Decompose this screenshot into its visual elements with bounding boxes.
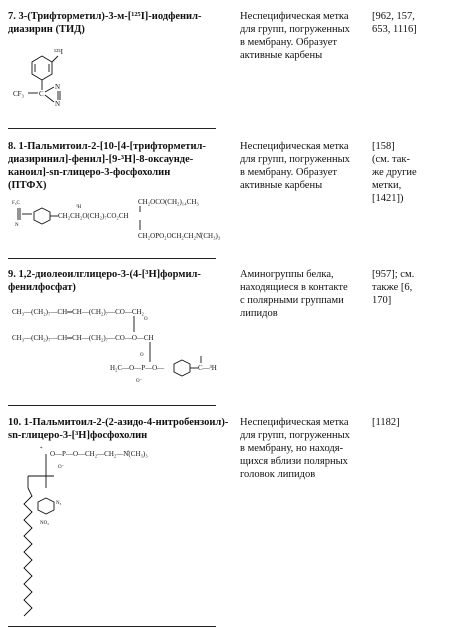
carbon-label: C	[39, 90, 44, 98]
cf3-label: CF₃	[13, 90, 25, 98]
compound-description: Неспецифическая метка для групп, погруженных в мембрану. Образует активные карбены	[240, 11, 350, 61]
nitro-label: NO₂	[40, 521, 49, 526]
structure-7	[10, 44, 100, 120]
oxygen2-label: O	[140, 353, 144, 358]
compound-name: 8. 1-Пальмитоил-2-[10-[4-[трифторметил- диазиринил]-фенил]-[9-³H]-8-оксаунде- каноил]-sn-глицеро-3-фосфохолин (ПТФХ)	[8, 141, 206, 191]
structure-8	[10, 196, 230, 256]
chain2-label: CH₃—(CH₂)₇—CH═CH—(CH₂)₇—CO—O—CH	[12, 334, 154, 342]
chain1-label: CH₃—(CH₂)₇—CH═CH—(CH₂)₇—CO—CH₂	[12, 308, 144, 316]
structure-10	[10, 446, 230, 626]
azide-label: N₃	[56, 501, 62, 506]
chain-label: CH₂CH₂O(CH₂)₇CO₂CH	[58, 212, 129, 220]
compound-name: 9. 1,2-диолеоилглицеро-3-(4-[³H]формил- фенилфосфат)	[8, 269, 201, 293]
compound-references: [957]; см. также [6, 170]	[372, 269, 415, 306]
compound-description: Неспецифическая метка для групп, погруженных в мембрану. Образует активные карбены	[240, 141, 350, 191]
bottom-chain-label: CH₂OPO₂OCH₂CH₂N̊(CH₃)₃	[138, 232, 221, 240]
compound-name: 7. 3-(Трифторметил)-3-м-[¹²⁵I]-иодфенил- диазирин (ТИД)	[8, 11, 202, 35]
compound-name: 10. 1-Пальмитоил-2-(2-азидо-4-нитробензоил)- sn-глицеро-3-[³H]фосфохолин	[8, 417, 229, 441]
star-label: *	[40, 447, 43, 452]
h2c-label: H₂C—O—P—O—	[110, 364, 165, 372]
oxygen1-label: O	[144, 317, 148, 322]
separator	[8, 128, 216, 129]
phosphocholine-label: O—P—O—CH₂—CH₂—N̊(CH₃)₃	[50, 450, 148, 458]
ominus-label: O⁻	[58, 465, 65, 470]
compound-references: [962, 157, 653, 1116]	[372, 11, 417, 35]
n1-label: N	[55, 83, 61, 91]
compound-references: [158] (см. так- же другие метки, [1421])	[372, 141, 417, 204]
separator	[8, 626, 216, 627]
compound-references: [1182]	[372, 417, 400, 428]
n2-label: N	[55, 100, 61, 108]
separator	[8, 405, 216, 406]
cf3-label: F₃C	[12, 201, 20, 206]
n-label: N	[15, 223, 19, 228]
structure-9	[10, 306, 240, 396]
compound-description: Аминогруппы белка, находящиеся в контакте с полярными группами липидов	[240, 269, 348, 319]
separator	[8, 258, 216, 259]
aldehyde-label: C—³H	[198, 364, 217, 372]
ominus-label: O⁻	[136, 379, 143, 384]
compound-description: Неспецифическая метка для групп, погруженных в мембрану, но находя- щихся вблизи полярных головок липидов	[240, 417, 350, 480]
iodine-label: ¹²⁵I	[54, 48, 63, 56]
tritium-label: ³H	[76, 205, 82, 210]
top-chain-label: CH₂OCO(CH₂)₁₄CH₃	[138, 198, 199, 206]
